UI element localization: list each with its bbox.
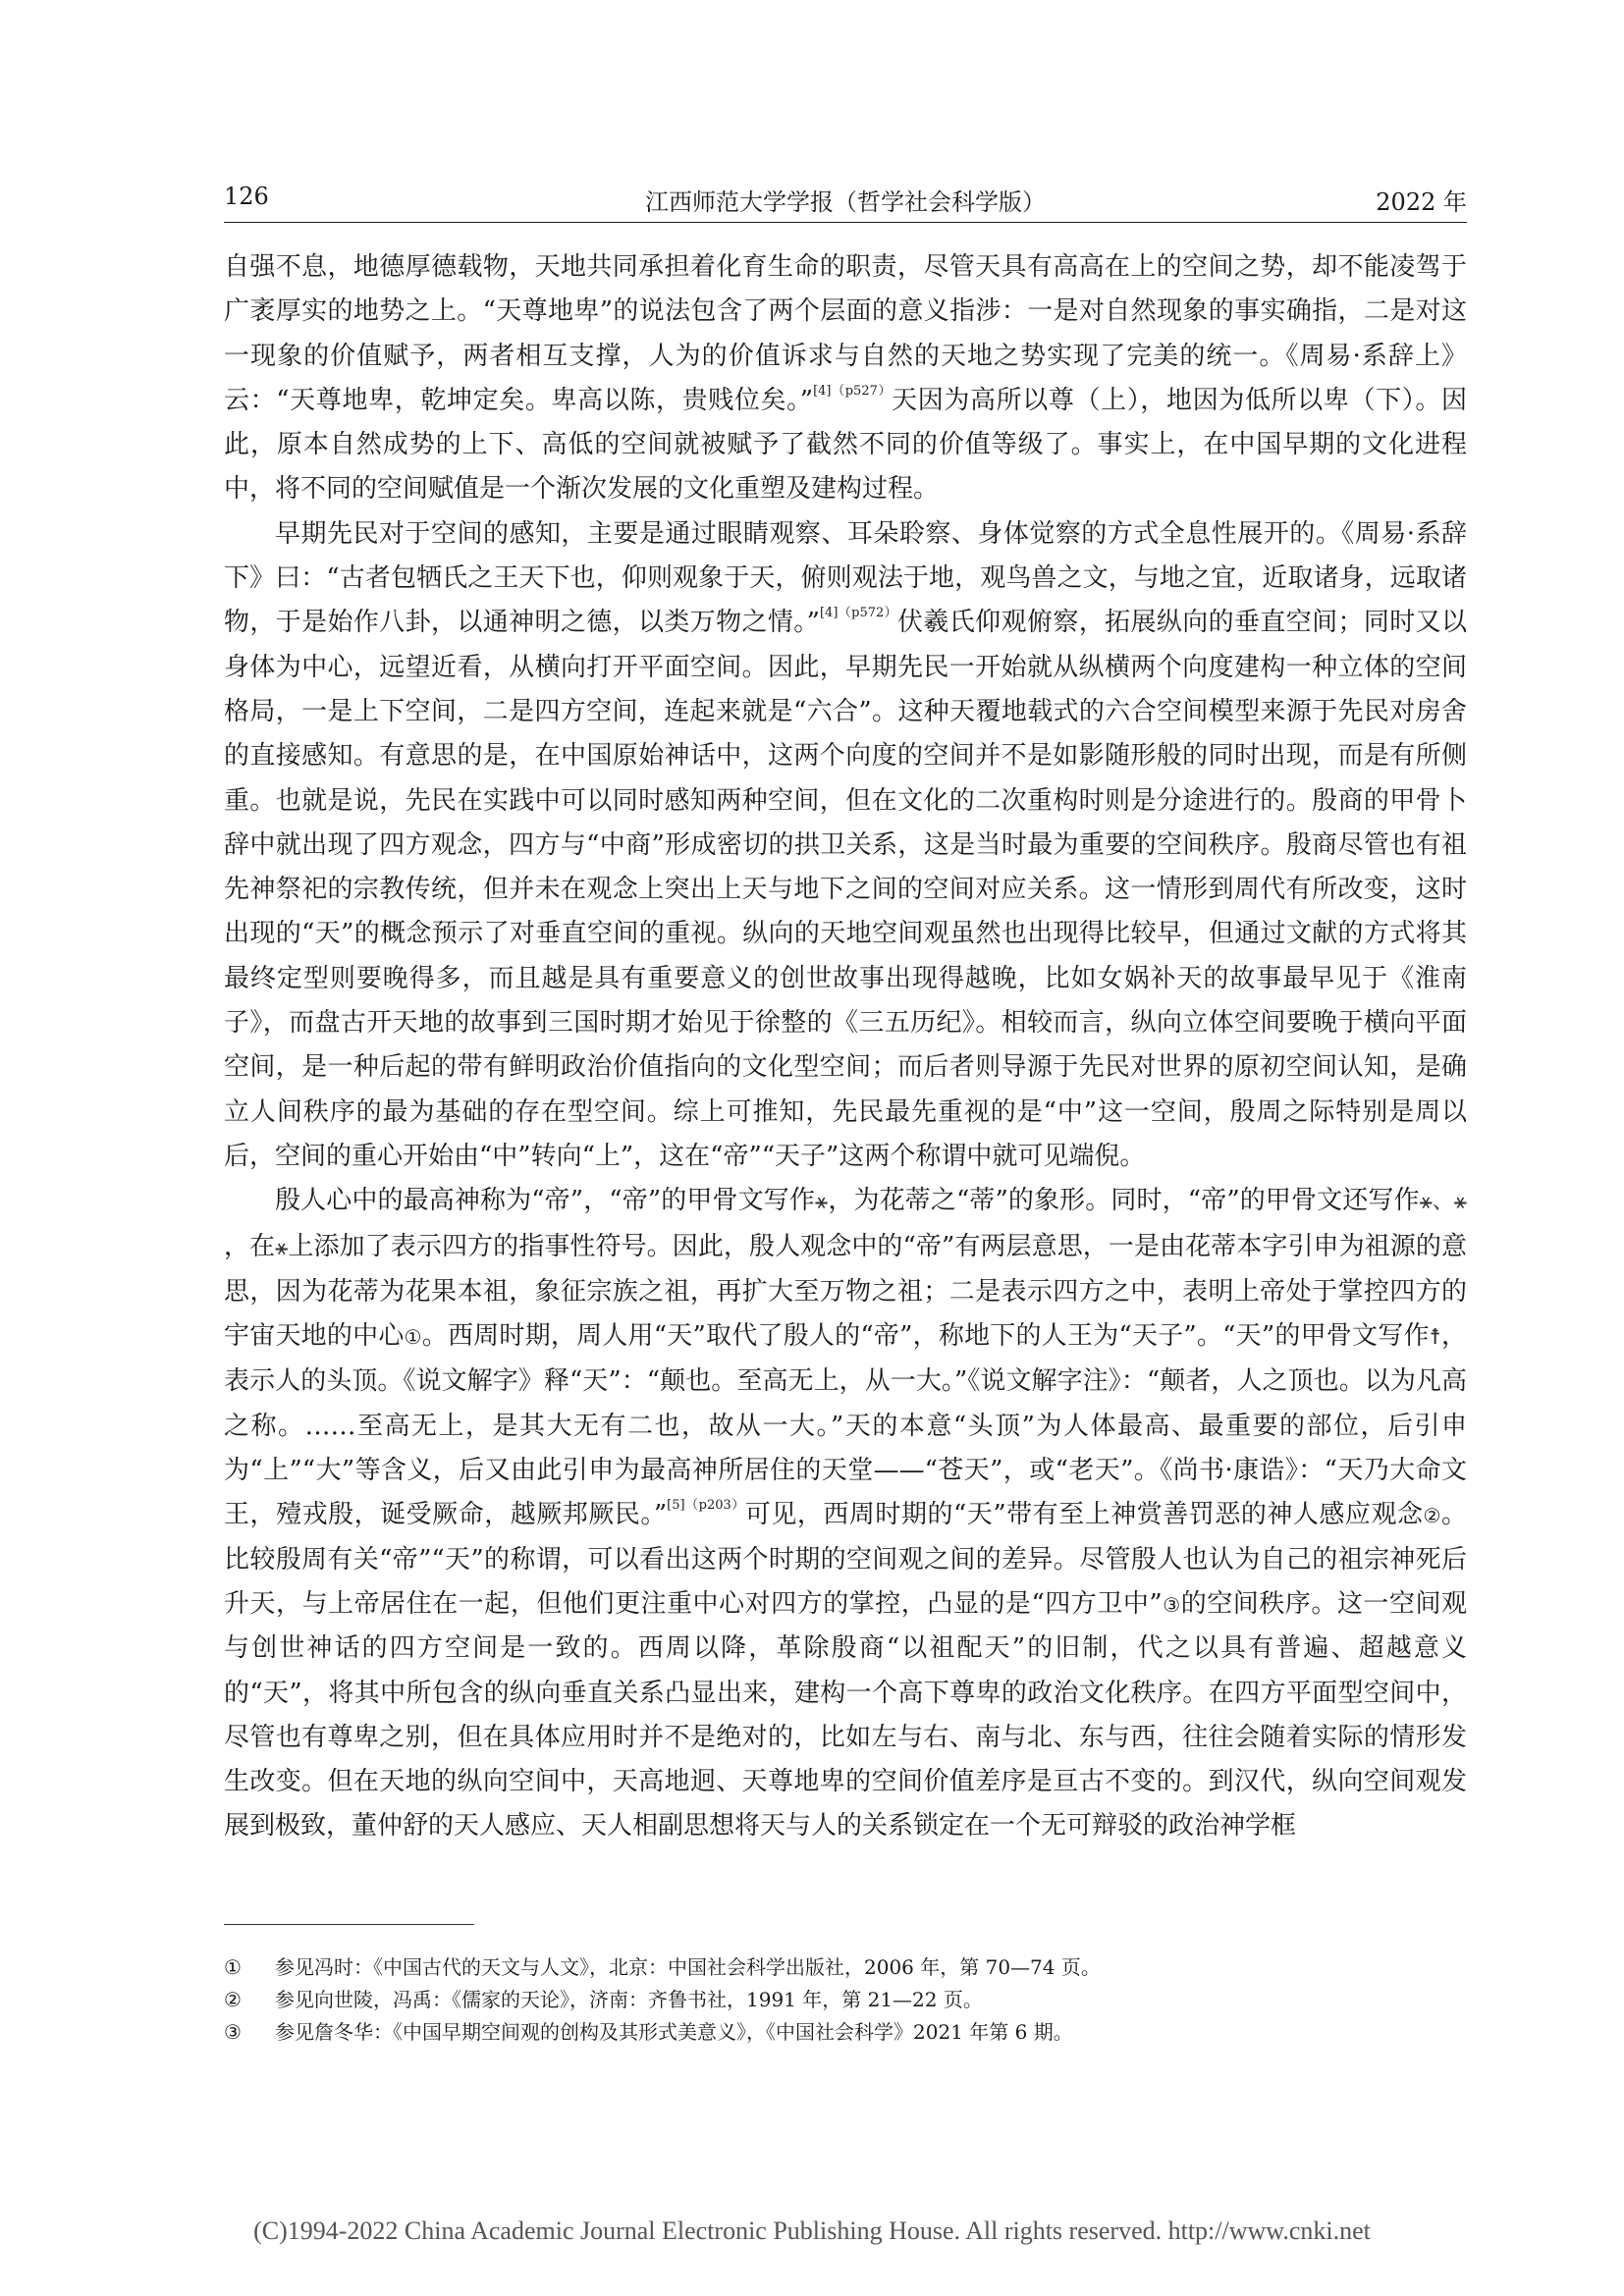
publication-year: 2022 年 [1376, 188, 1467, 216]
body-text [224, 245, 1467, 1849]
footnote-ref-3[interactable]: ③ [1162, 1592, 1181, 1617]
citation-ref: [4]（p527） [813, 383, 893, 399]
oracle-glyph-di-variants: ⚹、⚹ [1419, 1190, 1468, 1215]
footnote-1: ① 参见冯时：《中国古代的天文与人文》，北京：中国社会科学出版社，2006 年，第 70—74 页。 [224, 1955, 1101, 1979]
footnotes [224, 1951, 1467, 2049]
paragraph-2: 早期先民对于空间的感知，主要是通过眼睛观察、耳朵聆察、身体觉察的方式全息性展开的。《周易·系辞下》曰：“古者包牺氏之王天下也，仰则观象于天，俯则观法于地，观鸟兽之文，与地之宜，近取诸身，远取诸物，于是始作八卦，以通神明之德，以类万物之情。”$^{[4](p572)}$伏羲氏仰观俯察，拓展纵向的垂直空间；同时又以身体为中心，远望近看，从横向打开平面空间。因此，早期先民一开始就从纵横两个向度建构一种立体的空间格局，一是上下空间，二是四方空间，连起来就是“六合”。这种天覆地载式的六合空间模型来源于先民对房舍的直接感知。有意思的是，在中国原始神话中，这两个向度的空间并不是如影随形般的同时出现，而是有所侧重。也就是说，先民在实践中可以同时感知两种空间，但在文化的二次重构时则是分途进行的。殷商的甲骨卜辞中就出现了四方观念，四方与“中商”形成密切的拱卫关系，这是当时最为重要的空间秩序。殷商尽管也有祖先神祭祀的宗教传统，但并未在观念上突出上天与地下之间的空间对应关系。这一情形到周代有所改变，这时出现的“天”的概念预示了对垂直空间的重视。纵向的天地空间观虽然也出现得比较早，但通过文献的方式将其最终定型则要晚得多，而且越是具有重要意义的创世故事出现得越晚，比如女娲补天的故事最早见于《淮南子》，而盘古开天地的故事到三国时期才始见于徐整的《三五历纪》。相较而言，纵向立体空间要晚于横向平面空间，是一种后起的带有鲜明政治价值指向的文化型空间；而后者则导源于先民对世界的原初空间认知，是确立人间秩序的最为基础的存在型空间。综上可推知，先民最先重视的是“中”这一空间，殷周之际特别是周以后，空间的重心开始由“中”转向“上”，这在“帝”“天子”这两个称谓中就可见端倪。 [224, 518, 1467, 1171]
footnote-ref-1[interactable]: ① [404, 1325, 422, 1350]
paragraph-3: 殷人心中的最高神称为“帝”，“帝”的甲骨文写作⚹，为花蒂之“蒂”的象形。同时，“帝”的甲骨文还写作⚹、⚹，在⚹上添加了表示四方的指事性符号。因此，殷人观念中的“帝”有两层意思，一是由花蒂本字引申为祖源的意思，因为花蒂为花果本祖，象征宗族之祖，再扩大至万物之祖；二是表示四方之中，表明上帝处于掌控四方的宇宙天地的中心①。西周时期，周人用“天”取代了殷人的“帝”，称地下的人王为“天子”。“天”的甲骨文写作☨，表示人的头顶。《说文解字》释“天”：“颠也。至高无上，从一大。”《说文解字注》：“颠者，人之顶也。以为凡高之称。……至高无上，是其大无有二也，故从一大。”天的本意“头顶”为人体最高、最重要的部位，后引申为“上”“大”等含义，后又由此引申为最高神所居住的天堂——“苍天”，或“老天”。《尚书·康诰》：“天乃大命文王，殪戎殷，诞受厥命，越厥邦厥民。”$^{[5](p203)}$可见，西周时期的“天”带有至上神赏善罚恶的神人感应观念②。比较殷周有关“帝”“天”的称谓，可以看出这两个时期的空间观之间的差异。尽管殷人也认为自己的祖宗神死后升天，与上帝居住在一起，但他们更注重中心对四方的掌控，凸显的是“四方卫中”③的空间秩序。这一空间观与创世神话的四方空间是一致的。西周以降，革除殷商“以祖配天”的旧制，代之以具有普遍、超越意义的“天”，将其中所包含的纵向垂直关系凸显出来，建构一个高下尊卑的政治文化秩序。在四方平面型空间中，尽管也有尊卑之别，但在具体应用时并不是绝对的，比如左与右、南与北、东与西，往往会随着实际的情形发生改变。但在天地的纵向空间中，天高地迥、天尊地卑的空间价值差序是亘古不变的。到汉代，纵向空间观发展到极致，董仲舒的天人感应、天人相副思想将天与人的关系锁定在一个无可辩驳的政治神学框 [224, 1179, 1467, 1848]
footnote-divider [224, 1924, 474, 1925]
page-number: 126 [224, 183, 269, 210]
journal-title: 江西师范大学学报（哲学社会科学版） [645, 188, 1046, 216]
citation-ref: [5]（p203） [667, 1498, 745, 1514]
copyright-notice: (C)1994-2022 China Academic Journal Electronic Publishing House. All rights reserved. http://www.cnki.net [253, 2216, 1371, 2245]
oracle-glyph-di: ⚹ [275, 1235, 289, 1260]
footnote-ref-2[interactable]: ② [1423, 1504, 1441, 1528]
oracle-glyph-tian: ☨ [1429, 1325, 1441, 1351]
footnote-2: ② 参见向世陵，冯禹：《儒家的天论》，济南：齐鲁书社，1991 年，第 21—22 页。 [224, 1988, 983, 2011]
footnote-3: ③ 参见詹冬华：《中国早期空间观的创构及其形式美意义》，《中国社会科学》2021 年第 6 期。 [224, 2020, 1073, 2044]
header-divider [224, 222, 1467, 223]
paragraph-1: 自强不息，地德厚德载物，天地共同承担着化育生命的职责，尽管天具有高高在上的空间之势，却不能凌驾于广袤厚实的地势之上。“天尊地卑”的说法包含了两个层面的意义指涉：一是对自然现象的事实确指，二是对这一现象的价值赋予，两者相互支撑，人为的价值诉求与自然的天地之势实现了完美的统一。《周易·系辞上》云：“天尊地卑，乾坤定矣。卑高以陈，贵贱位矣。”$^{[4](p527)}$天因为高所以尊（上），地因为低所以卑（下）。因此，原本自然成势的上下、高低的空间就被赋予了截然不同的价值等级了。事实上，在中国早期的文化进程中，将不同的空间赋值是一个渐次发展的文化重塑及建构过程。 [224, 252, 1467, 505]
running-header [224, 183, 1467, 216]
citation-ref: [4]（p572） [819, 606, 898, 621]
oracle-glyph-di: ⚹ [815, 1190, 829, 1215]
